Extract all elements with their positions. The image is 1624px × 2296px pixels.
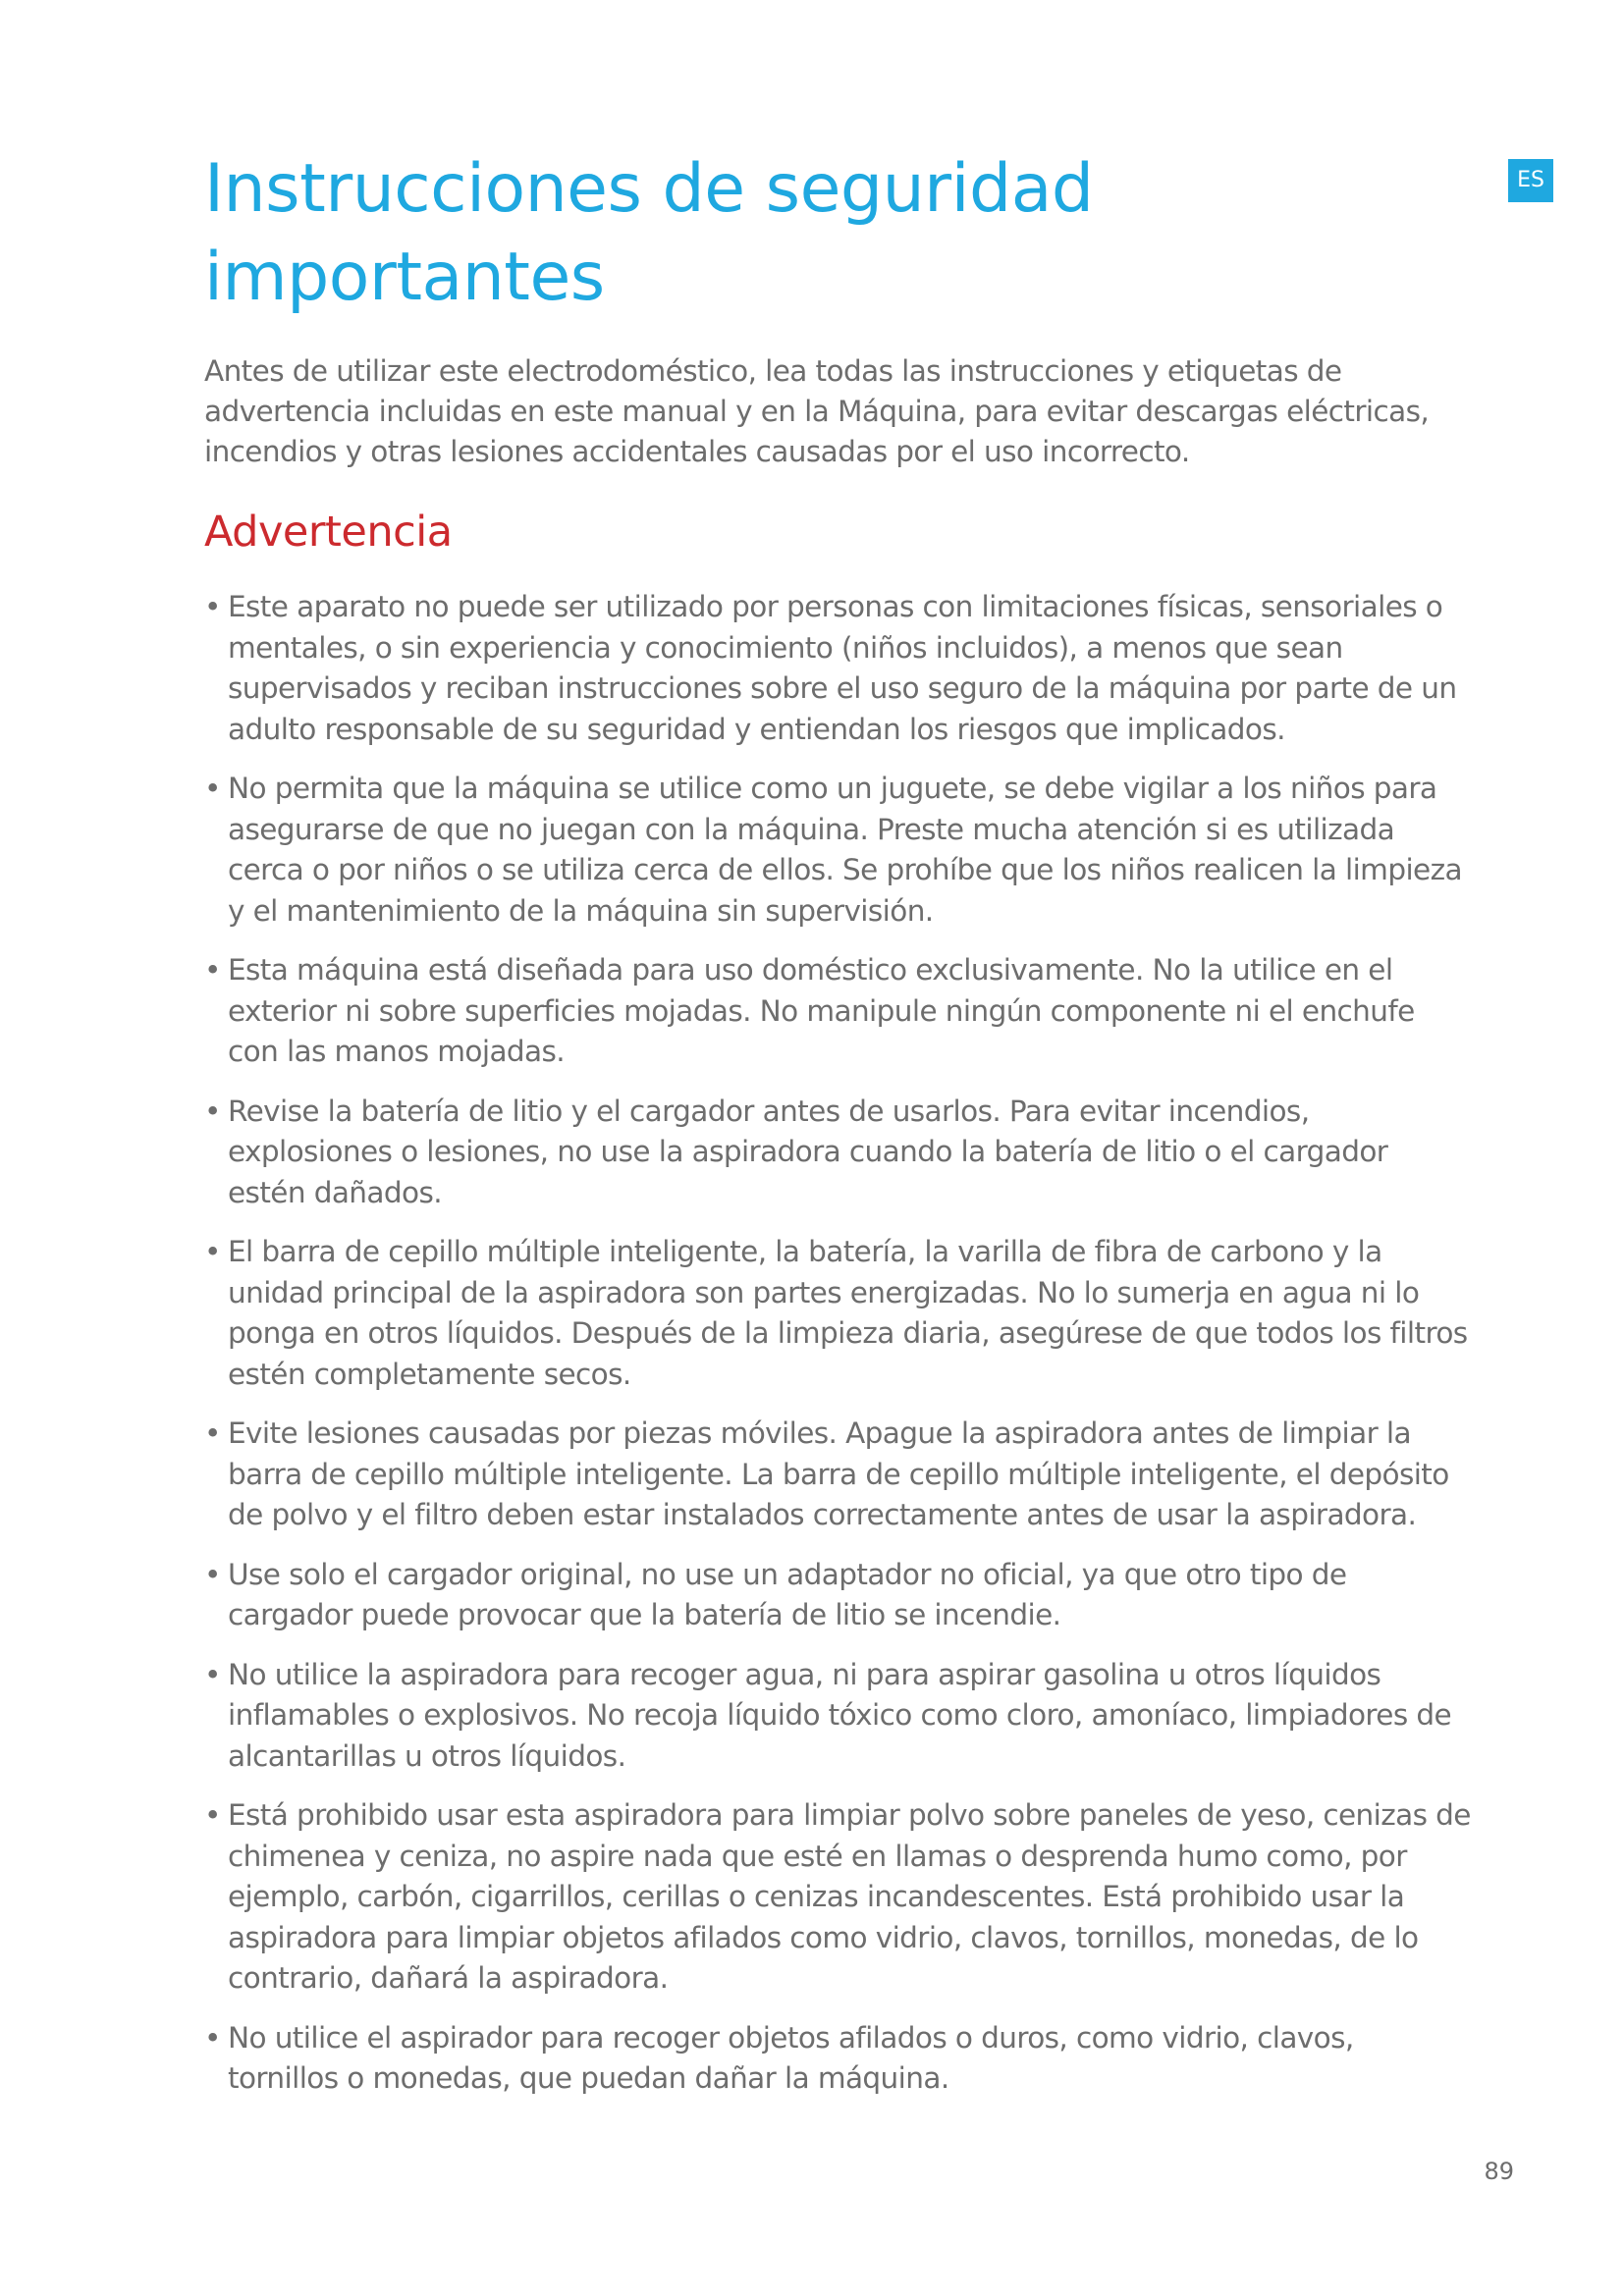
warning-text: No utilice la aspiradora para recoger agua, ni para aspirar gasolina u otros líquidos inflamables o explosivos. No recoja líquido tóxico como cloro, amoníaco, limpiadores de alcantarillas u otros líquidos.	[228, 1657, 1452, 1773]
warning-text: Está prohibido usar esta aspiradora para limpiar polvo sobre paneles de yeso, cenizas de chimenea y ceniza, no aspire nada que esté en llamas o desprenda humo como, por ejemplo, carbón, cigarrillos, cerillas o cenizas incandescentes. Está prohibido usar la aspiradora para limpiar objetos afilados como vidrio, clavos, tornillos, monedas, de lo contrario, dañará la aspiradora.	[228, 1798, 1471, 1995]
bullet-icon: •	[204, 1094, 221, 1128]
warning-item	[204, 1795, 1471, 2000]
warning-heading: Advertencia	[204, 507, 453, 557]
bullet-icon: •	[204, 1557, 221, 1591]
warning-list	[204, 587, 1471, 2118]
bullet-icon: •	[204, 772, 221, 805]
bullet-icon: •	[204, 1657, 221, 1691]
warning-item	[204, 1092, 1471, 1214]
bullet-icon: •	[204, 2020, 221, 2055]
bullet-icon: •	[204, 1798, 221, 1832]
bullet-icon: •	[204, 953, 221, 987]
warning-text: No permita que la máquina se utilice como un juguete, se debe vigilar a los niños para asegurarse de que no juegan con la máquina. Preste mucha atención si es utilizada cerca o por niños o se utiliza cerca de ellos. Se prohíbe que los niños realicen la limpieza y el mantenimiento de la máquina sin supervisión.	[228, 772, 1462, 928]
warning-item	[204, 950, 1471, 1073]
page-number: 89	[1484, 2158, 1514, 2185]
page-title: Instrucciones de seguridad importantes	[204, 150, 1094, 316]
warning-item	[204, 2018, 1471, 2100]
warning-item	[204, 1414, 1471, 1536]
bullet-icon: •	[204, 1416, 221, 1450]
warning-text: Revise la batería de litio y el cargador antes de usarlos. Para evitar incendios, explosiones o lesiones, no use la aspiradora cuando la batería de litio o el cargador estén dañados.	[228, 1094, 1388, 1209]
warning-item	[204, 769, 1471, 932]
warning-text: Evite lesiones causadas por piezas móviles. Apague la aspiradora antes de limpiar la barra de cepillo múltiple inteligente. La barra de cepillo múltiple inteligente, el depósito de polvo y el filtro deben estar instalados correctamente antes de usar la aspiradora.	[228, 1416, 1449, 1531]
bullet-icon: •	[204, 1235, 221, 1268]
warning-item	[204, 587, 1471, 750]
warning-text: El barra de cepillo múltiple inteligente, la batería, la varilla de fibra de carbono y la unidad principal de la aspiradora son partes energizadas. No lo sumerja en agua ni lo ponga en otros líquidos. Después de la limpieza diaria, asegúrese de que todos los filtros estén completamente secos.	[228, 1235, 1468, 1391]
bullet-icon: •	[204, 590, 221, 623]
warning-text: Este aparato no puede ser utilizado por personas con limitaciones físicas, sensoriales o mentales, o sin experiencia y conocimiento (niños incluidos), a menos que sean supervisados y reciban instrucciones sobre el uso seguro de la máquina por parte de un adulto responsable de su seguridad y entiendan los riesgos que implicados.	[228, 590, 1457, 746]
intro-paragraph: Antes de utilizar este electrodoméstico, lea todas las instrucciones y etiquetas de advertencia incluidas en este manual y en la Máquina, para evitar descargas eléctricas, incendios y otras lesiones accidentales causadas por el uso incorrecto.	[204, 354, 1430, 468]
warning-item	[204, 1655, 1471, 1778]
warning-text: Esta máquina está diseñada para uso doméstico exclusivamente. No la utilice en el exterior ni sobre superficies mojadas. No manipule ningún componente ni el enchufe con las manos mojadas.	[228, 953, 1415, 1068]
language-badge: ES	[1508, 159, 1553, 202]
warning-text: No utilice el aspirador para recoger objetos afilados o duros, como vidrio, clavos, tornillos o monedas, que puedan dañar la máquina.	[228, 2020, 1354, 2095]
warning-item	[204, 1232, 1471, 1395]
warning-text: Use solo el cargador original, no use un adaptador no oficial, ya que otro tipo de cargador puede provocar que la batería de litio se incendie.	[228, 1557, 1347, 1631]
warning-item	[204, 1555, 1471, 1636]
